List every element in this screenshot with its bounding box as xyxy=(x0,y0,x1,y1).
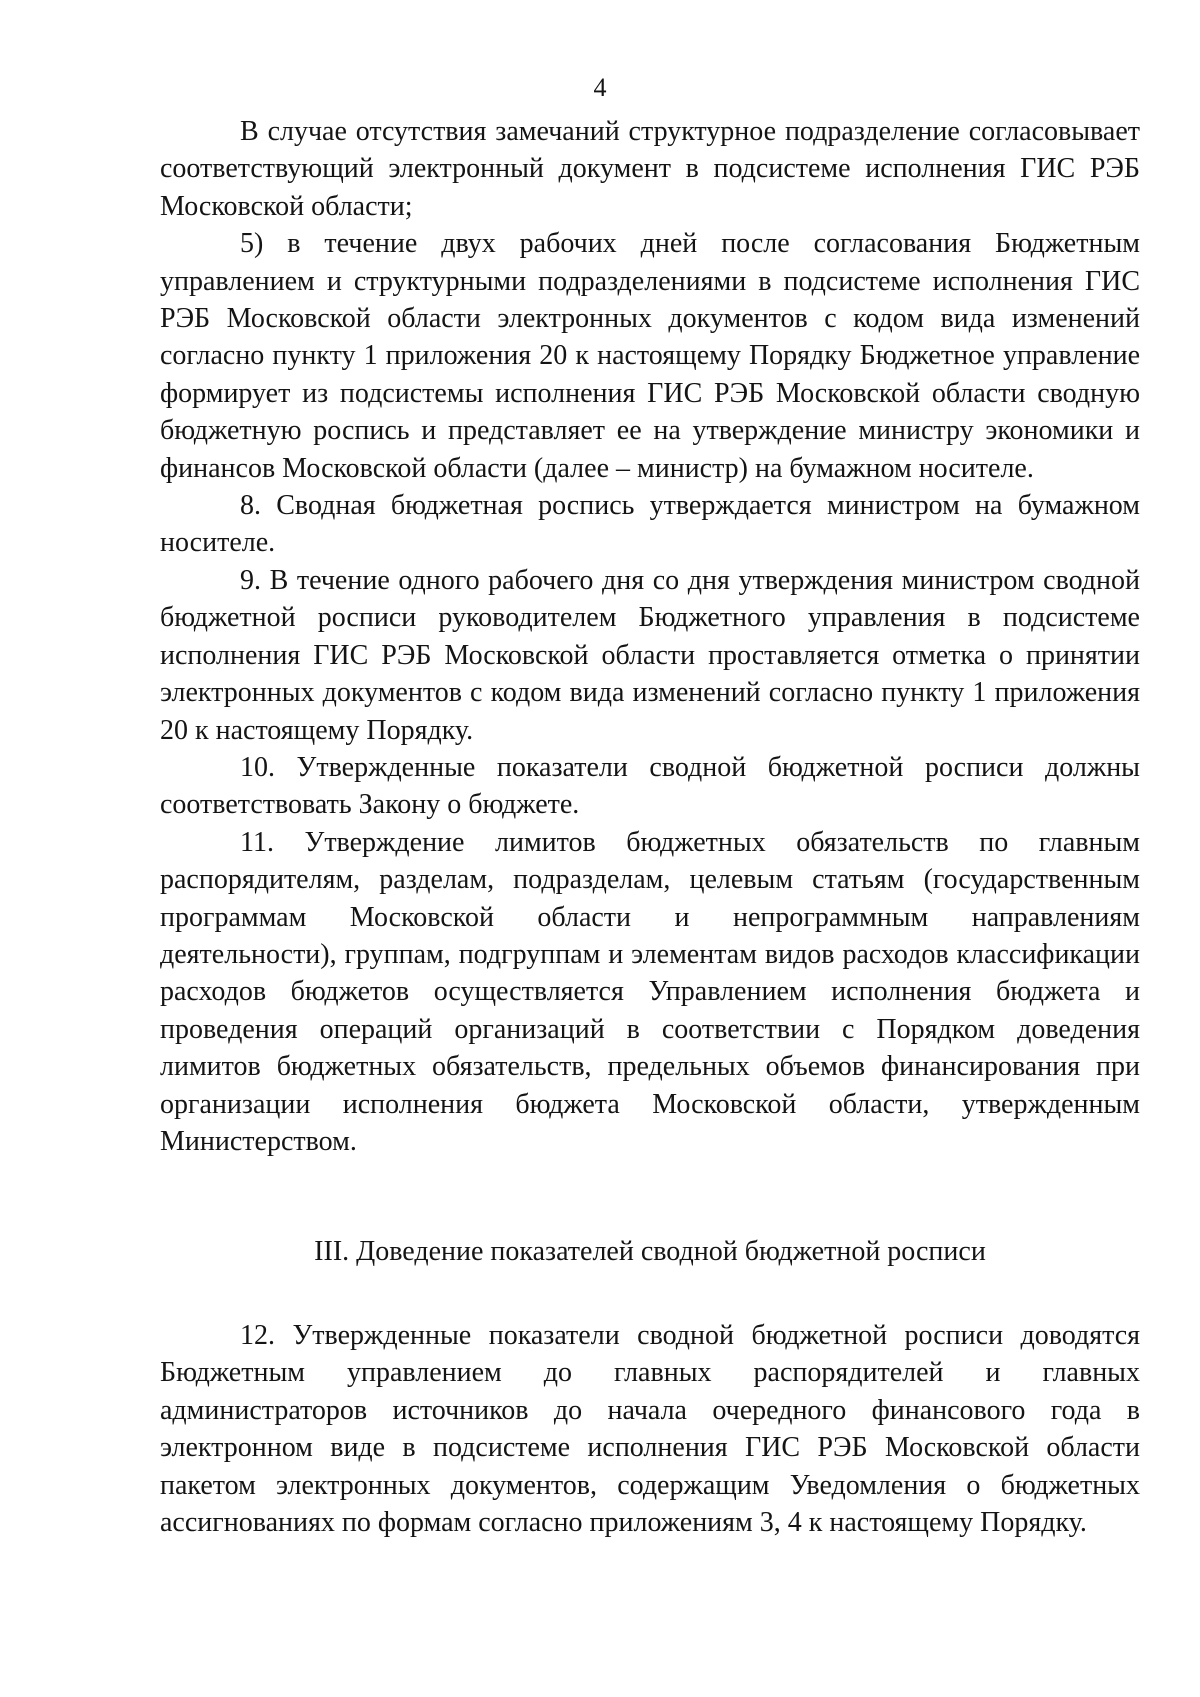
page-number: 4 xyxy=(593,73,607,102)
paragraph-item-10: 10. Утвержденные показатели сводной бюджетной росписи должны соответствовать Закону о бюджете. xyxy=(160,751,1140,821)
paragraph-item-12: 12. Утвержденные показатели сводной бюджетной росписи доводятся Бюджетным управлением до главных распорядителей и главных администраторов источников до начала очередного финансового года в электронном виде в подсистеме исполнения ГИС РЭБ Московской области пакетом электронных документов, содержащим Уведомления о бюджетных ассигнованиях по формам согласно приложениям 3, 4 к настоящему Порядку. xyxy=(160,1320,1140,1539)
paragraph-item-11: 11. Утверждение лимитов бюджетных обязательств по главным распорядителям, разделам, подразделам, целевым статьям (государственным программам Московской области и непрограммным направлениям деятельности), группам, подгруппам и элементам видов расходов классификации расходов бюджетов осуществляется Управлением исполнения бюджета и проведения операций организаций в соответствии с Порядком доведения лимитов бюджетных обязательств, предельных объемов финансирования при организации исполнения бюджета Московской области, утвержденным Министерством. xyxy=(160,826,1140,1157)
section-body xyxy=(160,1317,1140,1541)
paragraph-item-5: 5) в течение двух рабочих дней после согласования Бюджетным управлением и структурными подразделениями в подсистеме исполнения ГИС РЭБ Московской области электронных документов с кодом вида изменений согласно пункту 1 приложения 20 к настоящему Порядку Бюджетное управление формирует из подсистемы исполнения ГИС РЭБ Московской области сводную бюджетную роспись и представляет ее на утверждение министру экономики и финансов Московской области (далее – министр) на бумажном носителе. xyxy=(160,228,1140,484)
document-body xyxy=(160,113,1140,1160)
paragraph-item-8: 8. Сводная бюджетная роспись утверждается министром на бумажном носителе. xyxy=(160,490,1140,559)
section-heading: III. Доведение показателей сводной бюджетной росписи xyxy=(314,1236,986,1267)
paragraph-item-9: 9. В течение одного рабочего дня со дня утверждения министром сводной бюджетной росписи руководителем Бюджетного управления в подсистеме исполнения ГИС РЭБ Московской области проставляется отметка о принятии электронных документов с кодом вида изменений согласно пункту 1 приложения 20 к настоящему Порядку. xyxy=(160,564,1140,746)
paragraph-consent: В случае отсутствия замечаний структурное подразделение согласовывает соответствующий электронный документ в подсистеме исполнения ГИС РЭБ Московской области; xyxy=(160,116,1140,222)
